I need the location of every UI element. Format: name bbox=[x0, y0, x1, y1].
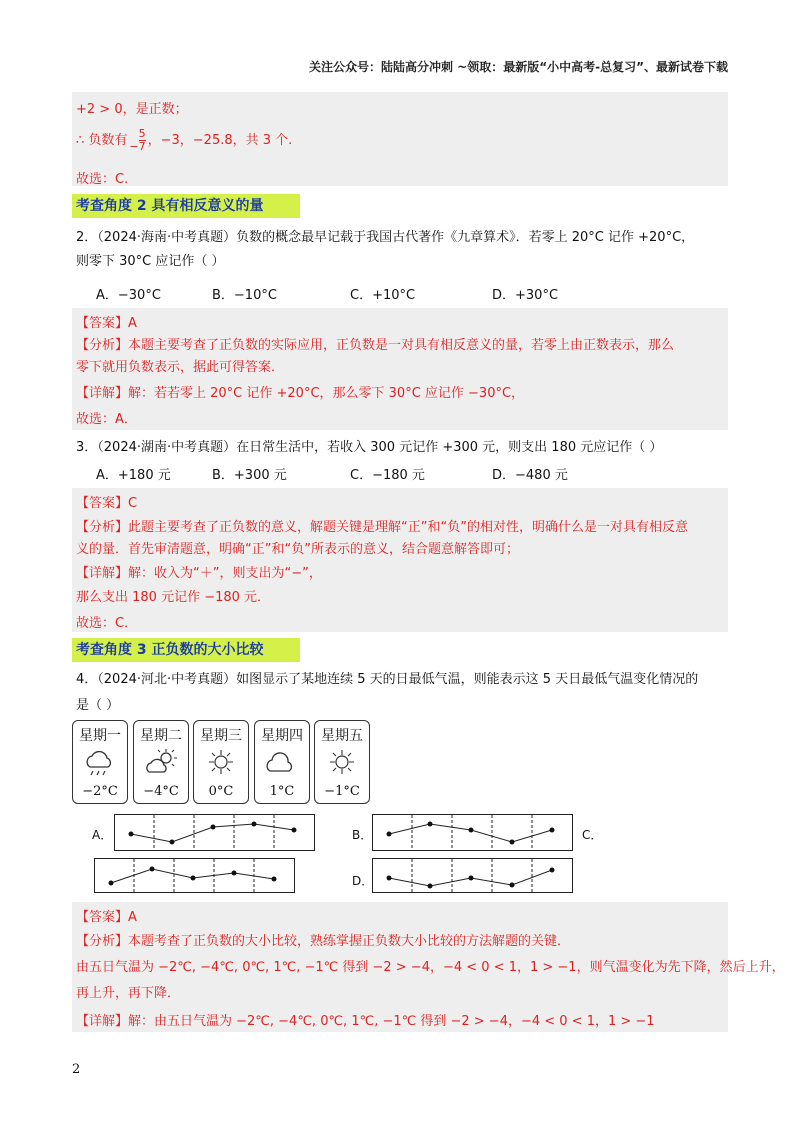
detail: 【详解】解：若若零上 20°C 记作 +20°C，那么零下 30°C 应记作 −30°C， bbox=[76, 386, 525, 401]
option-c-graph bbox=[94, 858, 296, 894]
option-b-label: B． bbox=[352, 828, 373, 842]
page-number: 2 bbox=[72, 1062, 81, 1077]
rain-cloud-icon bbox=[80, 747, 120, 777]
weather-card bbox=[254, 720, 310, 804]
option-b: B．+300 元 bbox=[212, 468, 287, 483]
partly-cloudy-icon bbox=[141, 747, 181, 777]
weather-card bbox=[72, 720, 128, 804]
option-a-label: A． bbox=[92, 828, 113, 842]
selection: 故选：C． bbox=[76, 616, 138, 631]
option-a: A．−30°C bbox=[96, 288, 161, 303]
analysis: 由五日气温为 −2℃, −4℃, 0℃, 1℃, −1℃ 得到 −2 > −4，−4 < 0 < 1，1 > −1，则气温变化为先下降，然后上升， bbox=[76, 960, 785, 975]
option-a-graph bbox=[114, 814, 316, 852]
answer: 【答案】C bbox=[76, 496, 138, 511]
option-d-graph bbox=[372, 858, 574, 894]
answer: 【答案】A bbox=[76, 316, 137, 331]
shaded-block bbox=[72, 488, 728, 632]
page-header: 关注公众号：陆陆高分冲刺 ~领取：最新版“小中高考-总复习”、最新试卷下载 bbox=[309, 60, 728, 74]
text-line: ∴ 负数有 − $\frac{5}{7}$ ，−3，−25.8，共 3 个. bbox=[76, 127, 293, 153]
temp-label: −4°C bbox=[143, 784, 179, 799]
option-c: C．+10°C bbox=[350, 288, 416, 303]
analysis: 义的量．首先审清题意，明确“正”和“负”所表示的意义，结合题意解答即可； bbox=[76, 542, 519, 557]
analysis: 再上升，再下降． bbox=[76, 986, 181, 1001]
option-b: B．−10°C bbox=[212, 288, 277, 303]
section-heading: 考查角度 3 正负数的大小比较 bbox=[72, 638, 300, 662]
day-label: 星期五 bbox=[321, 728, 363, 744]
option-c: C．−180 元 bbox=[350, 468, 425, 483]
selection: 故选：A． bbox=[76, 412, 137, 427]
day-label: 星期二 bbox=[140, 728, 182, 744]
question-text: 4．（2024·河北·中考真题）如图显示了某地连续 5 天的日最低气温，则能表示这 5 天日最低气温变化情况的 bbox=[76, 672, 699, 687]
option-a: A．+180 元 bbox=[96, 468, 171, 483]
question-text: 则零下 30°C 应记作（ ） bbox=[76, 254, 225, 269]
cloud-icon bbox=[262, 747, 302, 777]
sun-icon bbox=[322, 747, 362, 777]
detail: 【详解】解：收入为“＋”，则支出为“−”， bbox=[76, 566, 322, 581]
answer: 【答案】A bbox=[76, 910, 137, 925]
option-d: D．+30°C bbox=[492, 288, 559, 303]
section-heading: 考查角度 2 具有相反意义的量 bbox=[72, 194, 300, 218]
temp-label: −2°C bbox=[82, 784, 118, 799]
temp-label: −1°C bbox=[324, 784, 360, 799]
text-line: +2 > 0，是正数； bbox=[76, 102, 188, 117]
weather-card bbox=[193, 720, 249, 804]
day-label: 星期三 bbox=[200, 728, 242, 744]
question-text: 是（ ） bbox=[76, 698, 120, 713]
question-text: 3．（2024·湖南·中考真题）在日常生活中，若收入 300 元记作 +300 元，则支出 180 元应记作（ ） bbox=[76, 440, 663, 455]
analysis: 【分析】本题主要考查了正负数的实际应用，正负数是一对具有相反意义的量，若零上由正数表示，那么 bbox=[76, 338, 675, 353]
sun-icon bbox=[201, 747, 241, 777]
temp-label: 0°C bbox=[208, 784, 234, 799]
day-label: 星期一 bbox=[79, 728, 121, 744]
detail: 【详解】解：由五日气温为 −2℃, −4℃, 0℃, 1℃, −1℃ 得到 −2 > −4，−4 < 0 < 1，1 > −1 bbox=[76, 1014, 655, 1029]
day-label: 星期四 bbox=[261, 728, 303, 744]
analysis: 零下就用负数表示，据此可得答案． bbox=[76, 360, 285, 375]
temp-label: 1°C bbox=[269, 784, 295, 799]
option-b-graph bbox=[372, 814, 574, 852]
analysis: 【分析】本题考查了正负数的大小比较，熟练掌握正负数大小比较的方法解题的关键． bbox=[76, 934, 571, 949]
option-d-label: D． bbox=[352, 874, 374, 888]
option-d: D．−480 元 bbox=[492, 468, 568, 483]
analysis: 【分析】此题主要考查了正负数的意义，解题关键是理解“正”和“负”的相对性，明确什么是一对具有相反意 bbox=[76, 520, 688, 535]
weather-card bbox=[133, 720, 189, 804]
weather-card bbox=[314, 720, 370, 804]
option-c-label: C． bbox=[582, 828, 603, 842]
question-text: 2．（2024·海南·中考真题）负数的概念最早记载于我国古代著作《九章算术》．若零上 20°C 记作 +20°C， bbox=[76, 230, 695, 245]
text-line: 故选：C. bbox=[76, 172, 129, 187]
detail: 那么支出 180 元记作 −180 元． bbox=[76, 590, 271, 605]
